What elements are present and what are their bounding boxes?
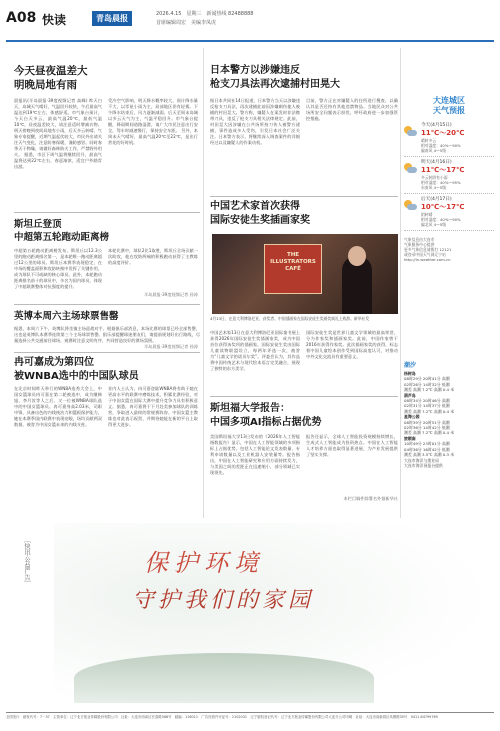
tide-line: 08时34分 20时46分 高潮 <box>404 398 450 404</box>
tide-line: 杨树岛 <box>404 371 416 376</box>
article-rule <box>210 396 398 397</box>
article-body: 本轮比赛中，球队2比1取胜，斯坦丘全场贡献一次助攻，他在攻防两端的积极跑动获得了主教练的高度评价。 <box>108 248 198 265</box>
public-service-ad <box>14 523 494 709</box>
weather-humidity: 相对湿度：40%～90% <box>421 217 461 222</box>
weather-title-line: 大连城区 <box>433 96 465 105</box>
article-body: 受冷空气影响，明天降水概率较大，预计降水量不大，以零星小雨为主，局部地区伴有轻雾。下午降水结束后，风力逐渐减弱。后天至周末岛城以多云天气为主，气温平稳回升。市气象台提醒，降雨期间道路湿滑，请广大市民注意出行安全，驾车时减速慢行，保持安全车距。 另外，本周末天气晴好，最高气温20℃至22℃，是出行赏花的好时机。 <box>108 98 198 145</box>
tide-line: 10时49分 23时01分 高潮 <box>404 441 450 447</box>
tide-panel <box>404 360 494 468</box>
headline: 英博本周六主场球票售罄 <box>14 311 119 322</box>
article-body: 报告还显示，全球人工智能投资规模持续增长，生成式人工智能成为投资热点。中国在人工智能人才培养方面也取得显著进展，为产业发展提供了坚实支撑。 <box>306 434 398 457</box>
headline: 枪支刀具法再次逮捕村田晃大 <box>210 79 340 90</box>
photo-banner-text: THE ILLUSTRATORS CAFÉ <box>270 252 316 272</box>
masthead <box>6 6 494 38</box>
article-body: 据悉，本周六下午，英博队将坐镇主场迎战对手。根据俱乐部消息，本场比赛的球票已经全部售罄，这也是英博队本赛季连续第三个主场球票售罄。俱乐部提醒球迷朋友们，请提前规划好出行路线，尽量选择公共交通前往球场，观赛时注意文明有序，共同营造良好的赛场氛围。 <box>14 326 200 343</box>
tide-line: 旅顺南 <box>404 435 416 441</box>
footer-text: 全国发行 邮发代号：7－37 主管单位：辽宁北方报业传媒股份有限公司 社址：大连市西岗区长春路368号 邮编：116011 广告经营许可证号：2102031 辽宁版权登记代号：辽宁北方报业传媒股份有限公司大连分公司印刷 社址：大连市高新园区凤栖路35号 0411-84799769 <box>6 715 438 719</box>
tide-title: 潮汐 <box>404 362 417 369</box>
tide-line: 大连市海洋预报台提供 <box>404 462 443 468</box>
headline: 日本警方以涉嫌违反 <box>210 65 300 76</box>
article-body: 晨报讯(半岛晨报·39度视频记者 高峰) 昨天白天，岛城天气晴好，气温回升较快，午后最高气温达到19℃左右，体感舒适。市气象台预计，今天白天多云，最高气温20℃，最低气温10℃，昼夜温差较大，请注意适时增减衣物。明天傍晚到夜间局地有小雨，后天多云转晴。气象专家提醒，近期气温起伏较大，市民外出请关注天气变化，注意防寒保暖，谨防感冒。同时春季天干物燥，请做好森林防火工作，严禁野外用火。 据悉，市区下周气温将继续回升，最高气温将达到22℃左右，春意渐浓，适宜户外踏青出游。 <box>14 98 102 169</box>
headline: 冉可嘉成为第四位 <box>14 357 94 368</box>
weather-wind: 偏南风 4～5级 <box>421 148 447 153</box>
headline: 今天昼夜温差大 <box>14 65 88 77</box>
article-rule <box>14 352 200 353</box>
article-body: 中超第五轮跑动距离榜发布，斯坦丘以12.3公里的跑动距离排名第一，是本轮唯一跑动距离超过12公里的球员。斯坦丘本赛季表现稳定，在中场的覆盖面积和攻防转换中发挥了关键作用，成为球队不可或缺的核心球员。此外，本轮跑动距离排名前十的球员中，多名为国内球员，体现了中超联赛整体对抗强度的提升。 <box>14 248 102 289</box>
tide-line: 潮差 高潮 7.2℃ 高潮 0.4 米 <box>404 408 455 414</box>
article-weather <box>14 64 200 92</box>
headline: 斯坦丘登顶 <box>14 219 62 230</box>
headline: 国际安徒生奖插画家奖 <box>210 215 310 226</box>
weather-day <box>404 194 494 231</box>
date-line: 2026.4.15 星期三 新闻热线 82488888 <box>156 11 254 17</box>
tide-line: 潮差 高潮 7.2℃ 高潮 0.4 米 <box>404 430 455 436</box>
sun-cloud-icon <box>404 199 418 213</box>
rain-cloud-icon <box>404 162 418 176</box>
tide-line: 大连市海洋与渔业局 <box>404 457 440 463</box>
weather-note-line: 气象信息由大连市 <box>404 237 435 242</box>
tide-line: 葫芦岛 <box>404 392 416 398</box>
tide-line: 星海公园 <box>404 414 420 420</box>
article-wnba <box>14 356 200 384</box>
article-body: 美国斯坦福大学13日发布的《2026年人工智能指数报告》显示，中国在人工智能领域的多项指标上占据优势，包括人工智能论文发表数量、专利申请数量以及工业机器人安装量等。报告指出，中国在人工智能研究和应用方面持续发力，与美国之间的差距正在迅速缩小，部分领域已实现领先。 <box>210 434 300 475</box>
tide-line: 08时29分 20时41分 高潮 <box>404 376 450 382</box>
article-rule <box>14 212 200 213</box>
page-number: A08 <box>6 10 37 26</box>
weather-humidity: 相对湿度：40%～90% <box>421 143 461 148</box>
byline: 半岛晨报·39度视频记者 孙涛 <box>143 292 198 297</box>
ad-headline-2: 守护我们的家园 <box>132 588 315 613</box>
headline: 中超第五轮跑动距离榜 <box>14 232 110 243</box>
article-body: 业内人士认为，冉可嘉登陆WNBA将有助于她在更高水平的联赛中磨练技术，积累比赛经验，对于中国女篮在国际大赛中提升竞争力具有积极意义。据悉，冉可嘉将于下月赴美参加球队的训练营，争取进入最终的常规赛阵容。中国女篮主教练也对此表示祝贺，并期待她能在新的平台上取得更大进步。 <box>108 386 198 427</box>
weather-note-line: http://ln.weather.com.cn <box>404 257 451 262</box>
weather-wind: 东南风 4～5级 <box>421 185 447 190</box>
paper-logo: 青岛晨报 <box>92 11 132 26</box>
footer-rule <box>6 712 494 713</box>
tide-lines <box>404 371 494 468</box>
byline: 本栏目稿件除署名外据新华社 <box>343 496 398 501</box>
article-stanford <box>210 402 398 430</box>
article-japan <box>210 64 398 92</box>
weather-title <box>404 96 494 116</box>
headline: 斯坦福大学报告： <box>210 403 290 414</box>
weather-temp: 11℃～20℃ <box>421 129 465 137</box>
article-body: 目前，警方正在对嫌疑人的住所进行搜查，以确认其是否还持有其他违禁物品。当地民众对公共场所安全问题表示担忧，呼吁政府进一步加强管控措施。 <box>306 98 398 121</box>
weather-date: 后天(4月17日) <box>421 197 452 202</box>
headline: 明晚局地有雨 <box>14 79 77 91</box>
tide-line: 02时26分 14时32分 低潮 <box>404 381 450 387</box>
column-divider <box>400 48 401 518</box>
editor-line: 首席编辑周宏 美编李凤虎 <box>156 20 217 26</box>
tide-line: 02时31分 14时37分 低潮 <box>404 403 450 409</box>
weather-day-details <box>421 160 494 190</box>
weather-temp: 10℃～17℃ <box>421 203 465 211</box>
weather-day <box>404 157 494 194</box>
article-rule <box>210 196 398 197</box>
ad-side-text: ［快讯·公益广告］ <box>23 537 30 587</box>
weather-note-line: 或登录中国天气网辽宁站 <box>404 252 446 257</box>
tide-line: 潮差 高潮 7.2℃ 高潮 0.4 米 <box>404 387 455 393</box>
weather-desc: 多云转阴有小雨 <box>421 175 448 180</box>
photo-caption: 4月13日，在意大利博洛尼亚，获奖者、中国插画家在国际安徒生奖颁奖典礼上致辞。新华社发 <box>210 316 370 321</box>
article-football <box>14 218 200 244</box>
sun-cloud-icon <box>404 125 418 139</box>
tide-line: 潮差 高潮 3.5℃ 高潮 0.3 米 <box>404 452 455 458</box>
tide-line: 04时36分 16时42分 低潮 <box>404 446 450 452</box>
article-body: 国际安徒生奖是世界儿童文学领域的最高荣誉，分为作家奖和插画家奖。此前，中国作家曾于2016年获得作家奖。此次插画家奖的获得，标志着中国儿童绘本创作受到国际高度认可，对推动中外文化交流具有重要意义。 <box>306 330 398 359</box>
tide-line: 02时36分 14时42分 低潮 <box>404 425 450 431</box>
weather-date: 明天(4月16日) <box>421 160 452 165</box>
news-photo <box>212 234 398 314</box>
weather-humidity: 相对湿度：40%～95% <box>421 180 461 185</box>
speaker-head <box>348 246 366 266</box>
weather-note <box>404 237 494 262</box>
weather-day-details <box>421 123 494 153</box>
weather-wind: 偏北风 4～5级 <box>421 222 447 227</box>
masthead-rule <box>6 40 494 42</box>
byline: 半岛晨报·39度视频记者 孙涛 <box>143 344 198 349</box>
weather-day-details <box>421 197 494 227</box>
ad-headline-1: 保护环境 <box>144 549 264 577</box>
article-rule <box>14 304 200 305</box>
section-name: 快读 <box>42 13 67 27</box>
weather-date: 今天(4月15日) <box>421 123 452 128</box>
weather-temp: 11℃～17℃ <box>421 166 465 174</box>
headline: 中国多项AI指标占据优势 <box>210 417 322 428</box>
column-divider <box>203 48 204 518</box>
tide-line: 08时39分 20时51分 高潮 <box>404 419 450 425</box>
weather-desc: 阴转晴 <box>421 212 433 217</box>
weather-desc: 晴转多云 <box>421 138 437 143</box>
mountain-shape <box>74 653 374 703</box>
weather-days <box>404 120 494 231</box>
weather-day <box>404 120 494 157</box>
article-body: 中国艺术家13日在意大利博洛尼亚国际童书展上获得2026年国际安徒生奖插画家奖，成为中国首位获得该奖项的插画家。国际安徒生奖由国际儿童读物联盟设立，每两年评选一次，被誉为“儿童文学的诺贝尔奖”。评委会认为，其作品将中国传统艺术与现代绘本语言完美融合，展现了独特的东方美学。 <box>210 330 300 371</box>
weather-title-line: 天气预报 <box>433 106 465 115</box>
article-body: 在北京时间昨天举行的WNBA选秀大会上，中国女篮球员冉可嘉在第二轮被选中，成为继韩旭、李月汝等人之后，又一位被WNBA球队选中的中国女篮球员。冉可嘉身高2.03米，司职中锋，具备出色的内线统治力和篮板保护能力。她在本赛季国内联赛中表现亮眼，场均贡献两双数据，被誉为中国女篮未来的内线支柱。 <box>14 386 102 427</box>
headline: 中国艺术家首次获得 <box>210 201 300 212</box>
article-body: 据日本共同社14日报道，日本警方当天以涉嫌违反枪支刀具法，再次逮捕此前因涉嫌刺伤他人被捕的村田晃大。警方称，嫌疑人在案发时非法携带刀具，违反了枪支刀具相关法律规定。此前，村田晃大因涉嫌在公共场所持刀伤人被警方逮捕，事件造成多人受伤，引发日本社会广泛关注。日本警方表示，将继续深入调查案件的详细经过以及嫌疑人的作案动机。 <box>210 98 300 145</box>
weather-note-line: 气象服务中心提供 <box>404 242 435 247</box>
headline: 被WNBA选中的中国队球员 <box>14 371 139 382</box>
weather-panel <box>404 96 494 262</box>
article-andersen <box>210 200 398 228</box>
weather-note-line: 更多气象信息请拨打 12121 <box>404 247 452 252</box>
